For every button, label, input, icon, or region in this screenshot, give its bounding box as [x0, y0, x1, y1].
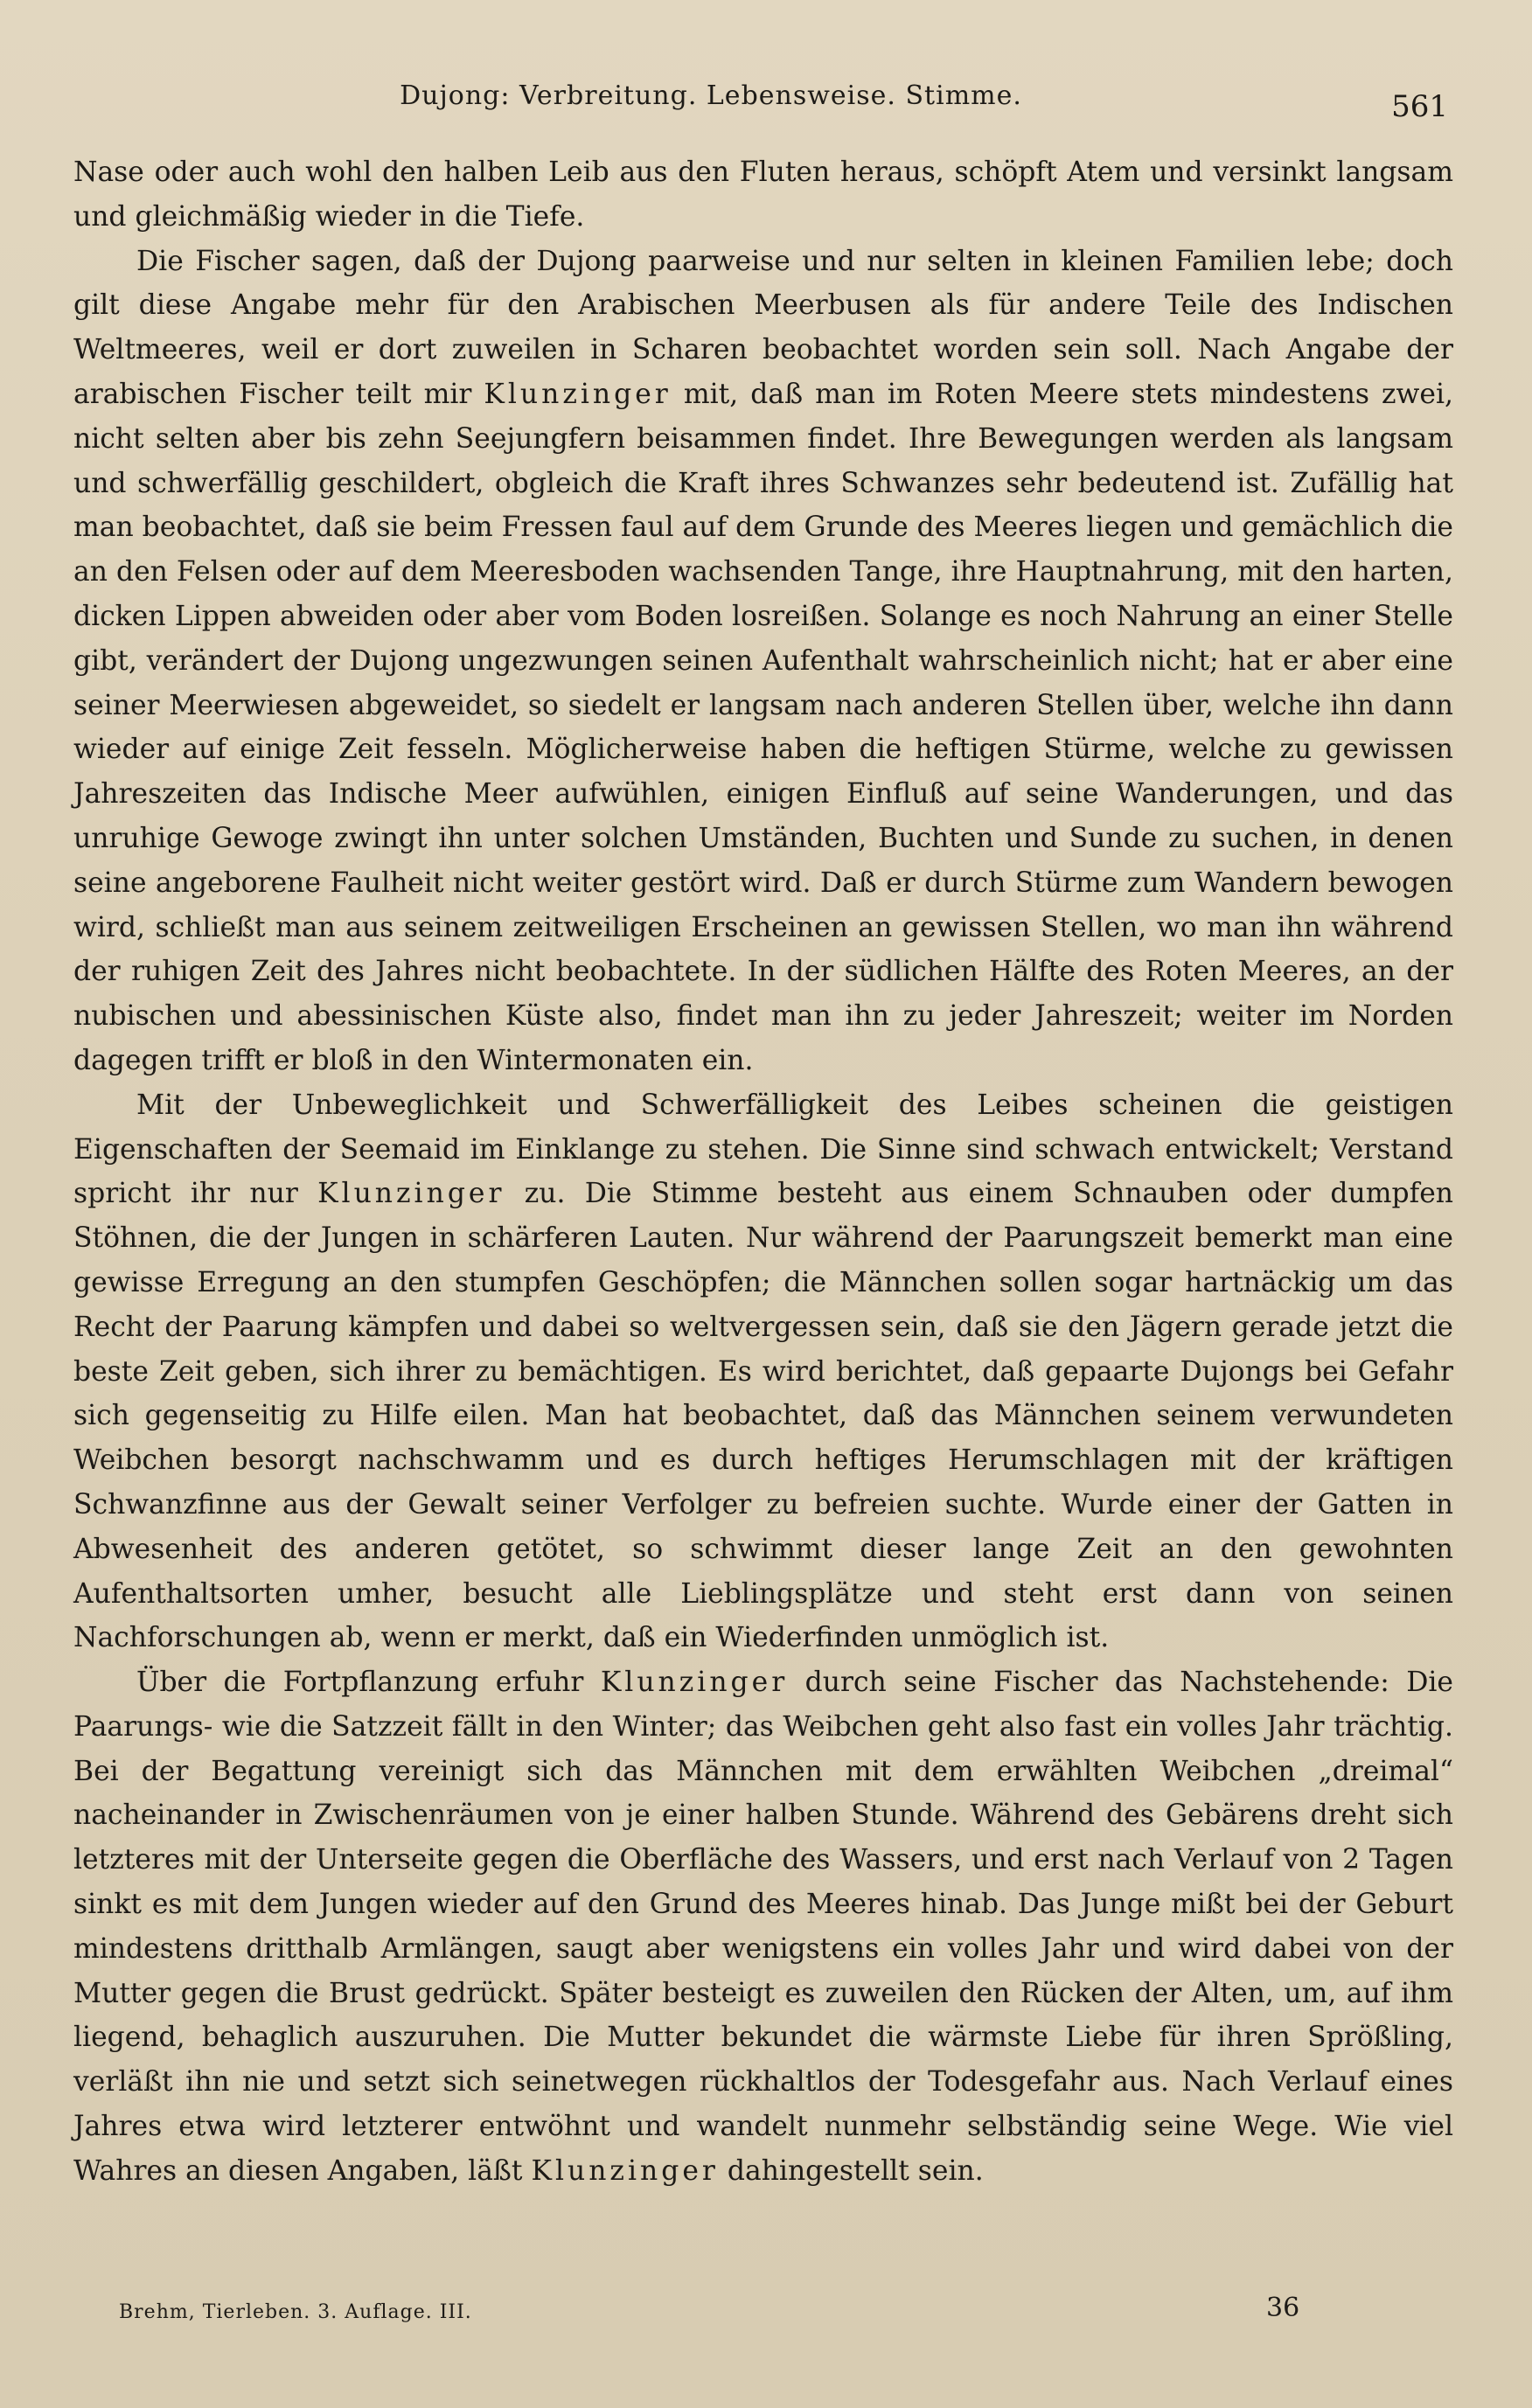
sheet-number: 36 — [1266, 2293, 1300, 2323]
paragraph-4-part-2: durch seine Fischer das Nachstehende: Die Paarungs- wie die Satzzeit fällt in den Winter; das Weibchen geht also fast ein volles Jahr trächtig. Bei der Begattung vereinigt sich das Männchen mit dem erwählten Weibchen „dreimal“ nacheinander in Zwischenräumen von je einer halben Stunde. Während des Gebärens dreht sich letzteres mit der Unterseite gegen die Oberfläche des Wassers, und erst nach Verlauf von 2 Tagen sinkt es mit dem Jungen wieder auf den Grund des Meeres hinab. Das Junge mißt bei der Geburt mindestens dritthalb Armlängen, saugt aber wenigstens ein volles Jahr und wird dabei von der Mutter gegen die Brust gedrückt. Später besteigt es zuweilen den Rücken der Alten, um, auf ihm liegend, behaglich auszuruhen. Die Mutter bekundet die wärmste Liebe für ihren Sprößling, verläßt ihn nie und setzt sich seinetwegen rückhaltlos der Todesgefahr aus. Nach Verlauf eines Jahres etwa wird letzterer entwöhnt und wandelt nunmehr selbständig seine Wege. Wie viel Wahres an diesen Angaben, läßt — [73, 1667, 1453, 2187]
page-number: 561 — [1391, 89, 1448, 124]
book-page — [73, 75, 1453, 2349]
author-name-klunzinger: Klunzinger — [317, 1178, 505, 1210]
paragraph-4-part-3: dahingestellt sein. — [718, 2154, 984, 2187]
paragraph-2-part-2: mit, daß man im Roten Meere stets mindestens zwei, nicht selten aber bis zehn Seejungfern beisammen findet. Ihre Bewegungen werden als langsam und schwerfällig geschildert, obgleich die Kraft ihres Schwanzes sehr bedeutend ist. Zufällig hat man beobachtet, daß sie beim Fressen faul auf dem Grunde des Meeres liegen und gemächlich die an den Felsen oder auf dem Meeresboden wachsenden Tange, ihre Hauptnahrung, mit den harten, dicken Lippen abweiden oder aber vom Boden losreißen. Solange es noch Nahrung an einer Stelle gibt, verändert der Dujong ungezwungen seinen Aufenthalt wahrscheinlich nicht; hat er aber eine seiner Meerwiesen abgeweidet, so siedelt er langsam nach anderen Stellen über, welche ihn dann wieder auf einige Zeit fesseln. Möglicherweise haben die heftigen Stürme, welche zu gewissen Jahreszeiten das Indische Meer aufwühlen, einigen Einfluß auf seine Wanderungen, und das unruhige Gewoge zwingt ihn unter solchen Umständen, Buchten und Sunde zu suchen, in denen seine angeborene Faulheit nicht weiter gestört wird. Daß er durch Stürme zum Wandern bewogen wird, schließt man aus seinem zeitweiligen Erscheinen an gewissen Stellen, wo man ihn während der ruhigen Zeit des Jahres nicht beobachtete. In der südlichen Hälfte des Roten Meeres, an der nubischen und abessinischen Küste also, findet man ihn zu jeder Jahreszeit; weiter im Norden dagegen trifft er bloß in den Wintermonaten ein. — [73, 378, 1453, 1076]
page-footer — [73, 2289, 1453, 2333]
paragraph-4-part-1: Über die Fortpflanzung erfuhr — [136, 1667, 601, 1699]
paragraph-4 — [73, 1660, 1453, 2194]
paragraph-1 — [73, 150, 1453, 240]
sheet-signature: Brehm, Tierleben. 3. Auflage. III. — [119, 2301, 472, 2323]
author-name-klunzinger: Klunzinger — [484, 378, 672, 410]
paragraph-3 — [73, 1083, 1453, 1660]
paragraph-3-part-2: zu. Die Stimme besteht aus einem Schnauben oder dumpfen Stöhnen, die der Jungen in schärferen Lauten. Nur während der Paarungszeit bemerkt man eine gewisse Erregung an den stumpfen Geschöpfen; die Männchen sollen sogar hartnäckig um das Recht der Paarung kämpfen und dabei so weltvergessen sein, daß sie den Jägern gerade jetzt die beste Zeit geben, sich ihrer zu bemächtigen. Es wird berichtet, daß gepaarte Dujongs bei Gefahr sich gegenseitig zu Hilfe eilen. Man hat beobachtet, daß das Männchen seinem verwundeten Weibchen besorgt nachschwamm und es durch heftiges Herumschlagen mit der kräftigen Schwanzfinne aus der Gewalt seiner Verfolger zu befreien suchte. Wurde einer der Gatten in Abwesenheit des anderen getötet, so schwimmt dieser lange Zeit an den gewohnten Aufenthaltsorten umher, besucht alle Lieblingsplätze und steht erst dann von seinen Nachforschungen ab, wenn er merkt, daß ein Wiederfinden unmöglich ist. — [73, 1178, 1453, 1654]
paragraph-2 — [73, 240, 1453, 1083]
paragraph-2-part-1: Die Fischer sagen, daß der Dujong paarweise und nur selten in kleinen Familien lebe; doch gilt diese Angabe mehr für den Arabischen Meerbusen als für andere Teile des Indischen Weltmeeres, weil er dort zuweilen in Scharen beobachtet worden sein soll. Nach Angabe der arabischen Fischer teilt mir — [73, 245, 1453, 410]
author-name-klunzinger: Klunzinger — [600, 1667, 789, 1699]
running-head — [73, 75, 1453, 128]
paragraph-1-text: Nase oder auch wohl den halben Leib aus den Fluten heraus, schöpft Atem und versinkt langsam und gleichmäßig wieder in die Tiefe. — [73, 157, 1453, 233]
body-text — [73, 150, 1453, 2194]
running-title: Dujong: Verbreitung. Lebensweise. Stimme. — [400, 80, 1022, 111]
author-name-klunzinger: Klunzinger — [531, 2154, 719, 2187]
paragraph-3-part-1: Mit der Unbeweglichkeit und Schwerfälligkeit des Leibes scheinen die geistigen Eigenschaften der Seemaid im Einklange zu stehen. Die Sinne sind schwach entwickelt; Verstand spricht ihr nur — [73, 1089, 1453, 1210]
